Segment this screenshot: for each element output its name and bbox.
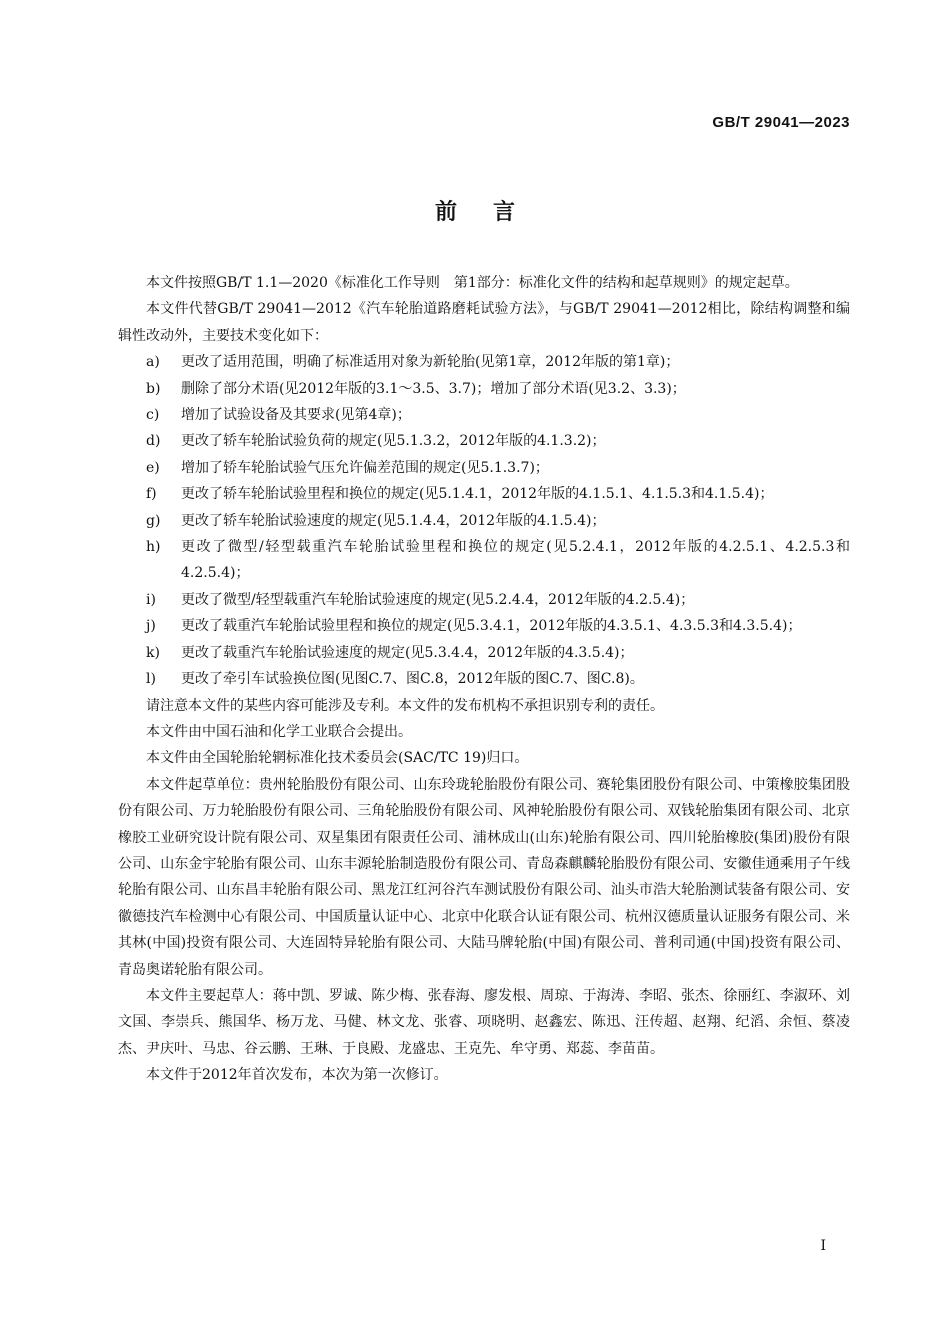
paragraph: 本文件代替GB/T 29041—2012《汽车轮胎道路磨耗试验方法》，与GB/T 29041—2012相比，除结构调整和编辑性改动外，主要技术变化如下： [118,301,850,344]
page-title: 前言 [434,200,551,225]
drafting-organizations: 本文件起草单位：贵州轮胎股份有限公司、山东玲珑轮胎股份有限公司、赛轮集团股份有限公司、中策橡胶集团股份有限公司、万力轮胎股份有限公司、三角轮胎股份有限公司、风神轮胎股份有限公司、双钱轮胎集团有限公司、北京橡胶工业研究设计院有限公司、双星集团有限责任公司、浦林成山(山东)轮胎有限公司、四川轮胎橡胶(集团)股份有限公司、山东金宇轮胎有限公司、山东丰源轮胎制造股份有限公司、青岛森麒麟轮胎股份有限公司、安徽佳通乘用子午线轮胎有限公司、山东昌丰轮胎有限公司、黑龙江红河谷汽车测试股份有限公司、汕头市浩大轮胎测试装备有限公司、安徽德技汽车检测中心有限公司、中国质量认证中心、北京中化联合认证有限公司、杭州汉德质量认证服务有限公司、米其林(中国)投资有限公司、大连固特异轮胎有限公司、大陆马牌轮胎(中国)有限公司、普利司通(中国)投资有限公司、青岛奥诺轮胎有限公司。 [118,776,850,978]
list-text: 更改了微型/轻型载重汽车轮胎试验速度的规定(见5.2.4.4，2012年版的4.2.5.4)； [181,591,695,608]
list-marker: b) [146,380,161,397]
list-marker: e) [146,459,160,476]
list-item [118,376,850,402]
list-text: 更改了载重汽车轮胎试验速度的规定(见5.3.4.4，2012年版的4.3.5.4)； [181,644,634,661]
list-marker: g) [146,512,161,529]
list-marker: d) [146,433,161,450]
patent-notice: 请注意本文件的某些内容可能涉及专利。本文件的发布机构不承担识别专利的责任。 [146,697,664,714]
changes-list [118,349,850,692]
list-text: 增加了试验设备及其要求(见第4章)； [181,407,411,424]
publication-history: 本文件于2012年首次发布，本次为第一次修订。 [146,1067,448,1084]
list-item [118,481,850,507]
list-marker: c) [146,407,160,424]
list-item [118,666,850,692]
list-marker: i) [146,591,156,608]
list-marker: f) [146,486,157,503]
list-item [118,402,850,428]
paragraph: 本文件按照GB/T 1.1—2020《标准化工作导则 第1部分：标准化文件的结构和起草规则》的规定起草。 [146,275,799,291]
list-text: 更改了牵引车试验换位图(见图C.7、图C.8，2012年版的图C.7、图C.8)。 [181,671,644,688]
list-item [118,428,850,454]
technical-committee: 本文件由全国轮胎轮辋标准化技术委员会(SAC/TC 19)归口。 [146,750,529,767]
list-text: 更改了微型/轻型载重汽车轮胎试验里程和换位的规定(见5.2.4.1，2012年版的4.2.5.1、4.2.5.3和4.2.5.4)； [181,539,850,582]
list-text: 更改了轿车轮胎试验里程和换位的规定(见5.1.4.1，2012年版的4.1.5.1、4.1.5.3和4.1.5.4)； [181,486,774,503]
list-item [118,534,850,587]
list-text: 删除了部分术语(见2012年版的3.1～3.5、3.7)；增加了部分术语(见3.2、3.3)； [181,380,686,397]
list-item [118,349,850,375]
list-item [118,640,850,666]
standard-id: GB/T 29041—2023 [712,114,850,131]
list-item [118,613,850,639]
list-marker: j) [146,618,156,635]
list-marker: l) [146,671,156,688]
page-number: I [820,1238,826,1254]
list-marker: a) [146,354,160,371]
list-item [118,508,850,534]
list-text: 更改了载重汽车轮胎试验里程和换位的规定(见5.3.4.1，2012年版的4.3.5.1、4.3.5.3和4.3.5.4)； [181,618,802,635]
list-text: 增加了轿车轮胎试验气压允许偏差范围的规定(见5.1.3.7)； [181,459,549,476]
list-text: 更改了轿车轮胎试验负荷的规定(见5.1.3.2，2012年版的4.1.3.2)； [181,433,606,450]
list-text: 更改了轿车轮胎试验速度的规定(见5.1.4.4，2012年版的4.1.5.4)； [181,512,606,529]
list-marker: h) [146,539,161,556]
list-item [118,587,850,613]
list-text: 更改了适用范围，明确了标准适用对象为新轮胎(见第1章，2012年版的第1章)； [181,354,680,371]
foreword-body [118,270,850,1089]
list-marker: k) [146,644,160,661]
main-drafters: 本文件主要起草人：蒋中凯、罗诚、陈少梅、张春海、廖发根、周琼、于海涛、李昭、张杰、徐丽红、李淑环、刘文国、李崇兵、熊国华、杨万龙、马健、林文龙、张睿、项晓明、赵鑫宏、陈迅、汪传超、赵翔、纪滔、余恒、蔡凌杰、尹庆叶、马忠、谷云鹏、王琳、于良殿、龙盛忠、王克先、牟守勇、郑蕊、李苗苗。 [118,987,850,1057]
proposer: 本文件由中国石油和化学工业联合会提出。 [146,723,412,740]
list-item [118,455,850,481]
